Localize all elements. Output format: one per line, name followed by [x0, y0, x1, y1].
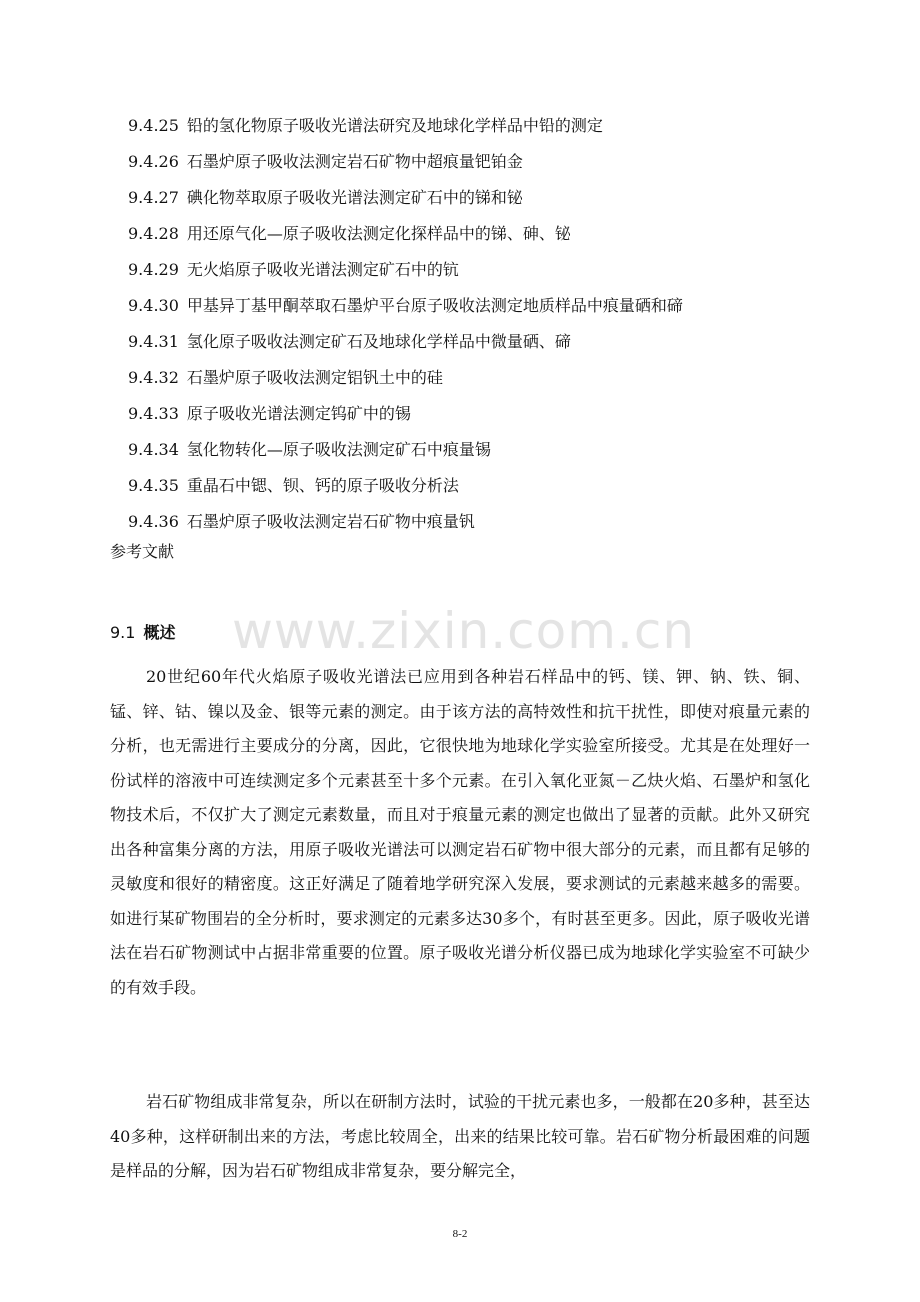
toc-entry-number: 9.4.30 — [128, 296, 179, 315]
toc-entry-title: 石墨炉原子吸收法测定岩石矿物中痕量钒 — [186, 512, 475, 531]
toc-entry-number: 9.4.35 — [128, 476, 179, 495]
toc-entry-number: 9.4.32 — [128, 368, 179, 387]
toc-entry-title: 铅的氢化物原子吸收光谱法研究及地球化学样品中铅的测定 — [186, 116, 603, 135]
toc-entry[interactable] — [128, 324, 828, 360]
toc-entry-number: 9.4.33 — [128, 404, 179, 423]
body-paragraph: 20世纪60年代火焰原子吸收光谱法已应用到各种岩石样品中的钙、镁、钾、钠、铁、铜、锰、锌、钴、镍以及金、银等元素的测定。由于该方法的高特效性和抗干扰性，即使对痕量元素的分析，也无需进行主要成分的分离，因此，它很快地为地球化学实验室所接受。尤其是在处理好一份试样的溶液中可连续测定多个元素甚至十多个元素。在引入氧化亚氮－乙炔火焰、石墨炉和氢化物技术后，不仅扩大了测定元素数量，而且对于痕量元素的测定也做出了显著的贡献。此外又研究出各种富集分离的方法，用原子吸收光谱法可以测定岩石矿物中很大部分的元素，而且都有足够的灵敏度和很好的精密度。这正好满足了随着地学研究深入发展，要求测试的元素越来越多的需要。如进行某矿物围岩的全分析时，要求测定的元素多达30多个，有时甚至更多。因此，原子吸收光谱法在岩石矿物测试中占据非常重要的位置。原子吸收光谱分析仪器已成为地球化学实验室不可缺少的有效手段。 — [110, 667, 810, 997]
toc-entry-title: 甲基异丁基甲酮萃取石墨炉平台原子吸收法测定地质样品中痕量硒和碲 — [186, 296, 683, 315]
toc-entry-number: 9.4.28 — [128, 224, 179, 243]
watermark: www.zixin.com.cn — [232, 602, 696, 660]
toc-entry-number: 9.4.26 — [128, 152, 179, 171]
toc-entry[interactable] — [128, 180, 828, 216]
toc-entry[interactable] — [128, 396, 828, 432]
toc-entry[interactable] — [128, 468, 828, 504]
references-link[interactable]: 参考文献 — [110, 542, 175, 561]
section-number: 9.1 — [110, 623, 136, 642]
toc-entry[interactable] — [128, 144, 828, 180]
toc-entry-title: 石墨炉原子吸收法测定铝钒土中的硅 — [186, 368, 443, 387]
toc-entry[interactable] — [128, 504, 828, 540]
table-of-contents — [128, 108, 828, 540]
toc-entry-number: 9.4.29 — [128, 260, 179, 279]
toc-entry[interactable] — [128, 252, 828, 288]
toc-entry[interactable] — [128, 288, 828, 324]
section-title: 概述 — [143, 623, 176, 642]
toc-entry-number: 9.4.34 — [128, 440, 179, 459]
toc-entry-title: 重晶石中锶、钡、钙的原子吸收分析法 — [186, 476, 459, 495]
toc-entry-title: 氢化原子吸收法测定矿石及地球化学样品中微量硒、碲 — [186, 332, 571, 351]
page-number: 8-2 — [452, 1228, 468, 1240]
toc-entry-title: 石墨炉原子吸收法测定岩石矿物中超痕量钯铂金 — [186, 152, 523, 171]
toc-entry-title: 原子吸收光谱法测定钨矿中的锡 — [186, 404, 411, 423]
toc-entry[interactable] — [128, 360, 828, 396]
toc-entry-number: 9.4.27 — [128, 188, 179, 207]
toc-entry[interactable] — [128, 216, 828, 252]
toc-entry-title: 碘化物萃取原子吸收光谱法测定矿石中的锑和铋 — [186, 188, 523, 207]
toc-entry-title: 用还原气化—原子吸收法测定化探样品中的锑、砷、铋 — [186, 224, 571, 243]
section-heading — [110, 618, 175, 648]
toc-entry-title: 氢化物转化—原子吸收法测定矿石中痕量锡 — [186, 440, 491, 459]
toc-entry-number: 9.4.36 — [128, 512, 179, 531]
toc-entry-number: 9.4.25 — [128, 116, 179, 135]
toc-entry[interactable] — [128, 432, 828, 468]
toc-entry-title: 无火焰原子吸收光谱法测定矿石中的钪 — [186, 260, 459, 279]
toc-entry-number: 9.4.31 — [128, 332, 179, 351]
body-paragraph: 岩石矿物组成非常复杂，所以在研制方法时，试验的干扰元素也多，一般都在20多种，甚至达40多种，这样研制出来的方法，考虑比较周全，出来的结果比较可靠。岩石矿物分析最困难的问题是样品的分解，因为岩石矿物组成非常复杂，要分解完全， — [110, 1092, 810, 1180]
toc-entry[interactable] — [128, 108, 828, 144]
